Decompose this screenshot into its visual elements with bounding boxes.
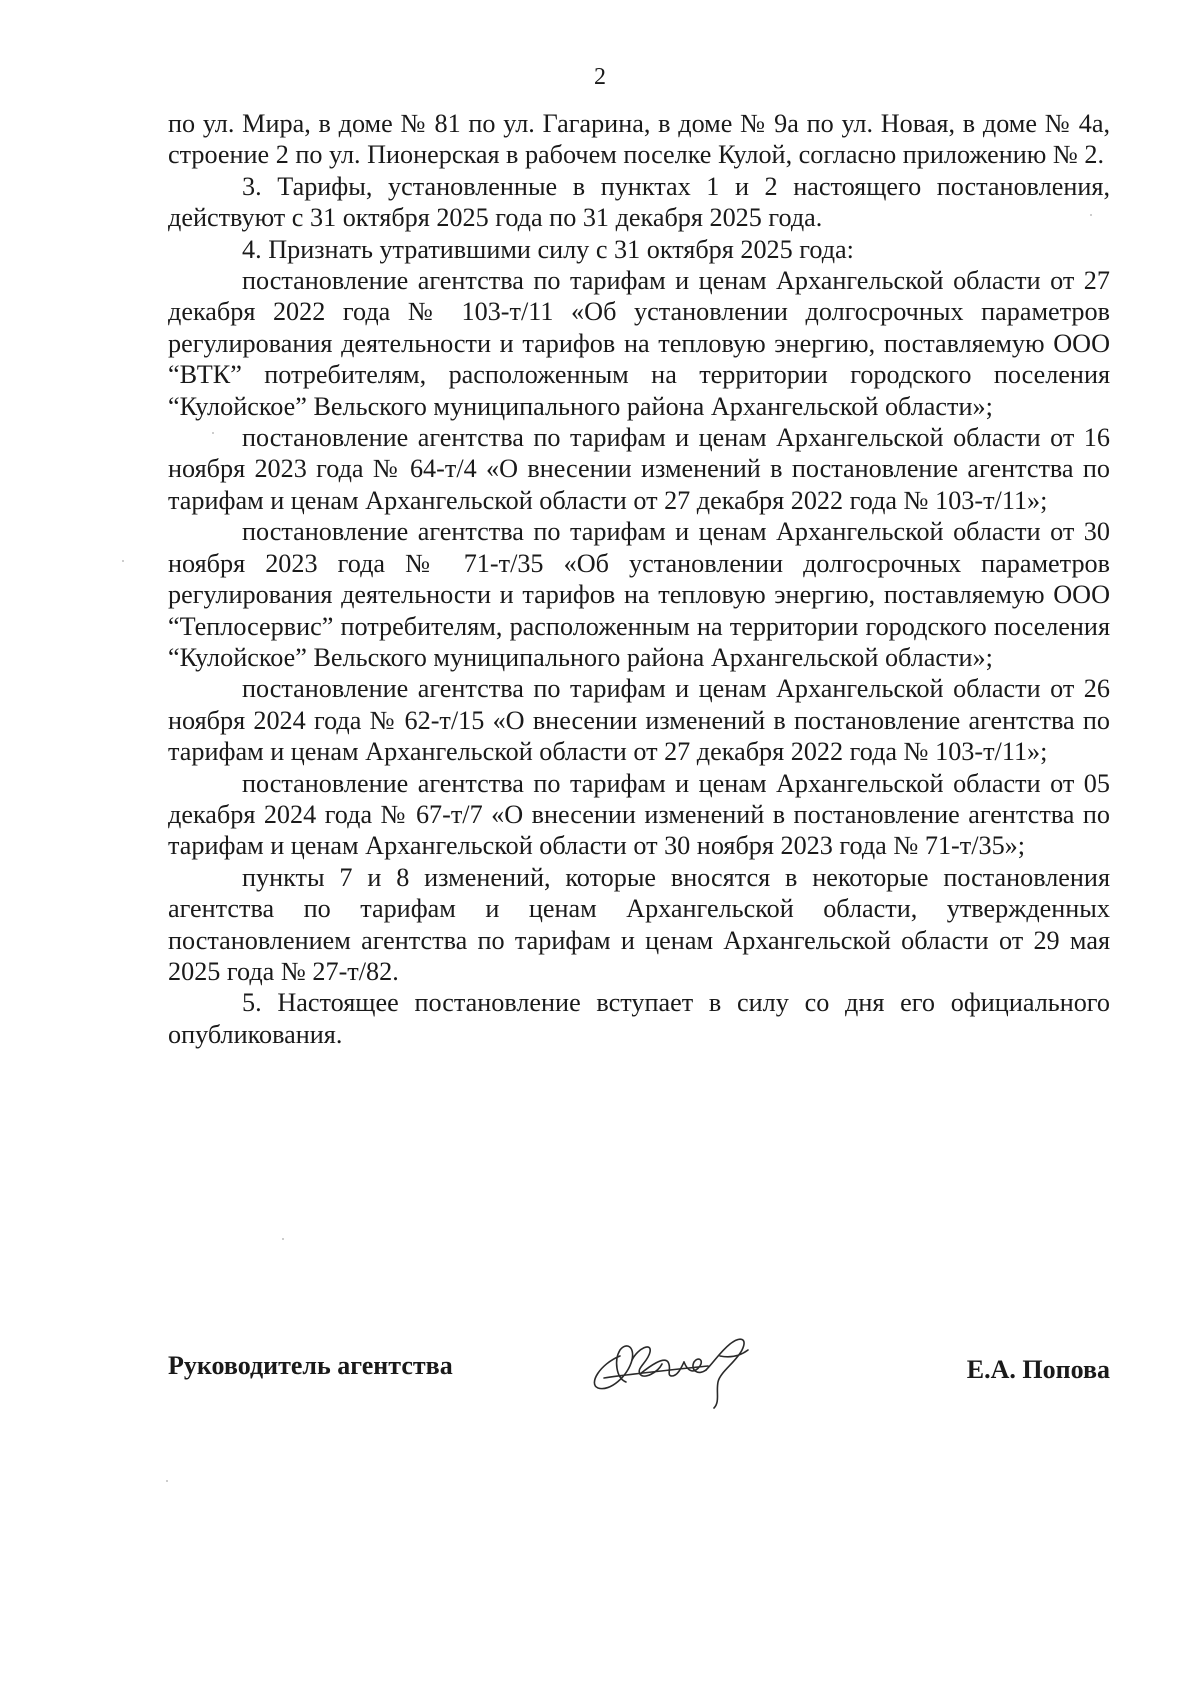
scan-speck bbox=[122, 560, 124, 562]
paragraph-continuation: по ул. Мира, в доме № 81 по ул. Гагарина, в доме № 9а по ул. Новая, в доме № 4а, строение 2 по ул. Пионерская в рабочем поселке Кулой, согласно приложению № 2. bbox=[168, 109, 1110, 170]
paragraph-item-4: 4. Признать утратившими силу с 31 октября 2025 года: bbox=[242, 234, 854, 264]
paragraph-repealed-act-5: постановление агентства по тарифам и ценам Архангельской области от 05 декабря 2024 года № 67-т/7 «О внесении изменений в постановление агентства по тарифам и ценам Архангельской области от 30 ноября 2023 года № 71-т/35»; bbox=[168, 768, 1110, 861]
signature-block bbox=[168, 1316, 1110, 1436]
handwritten-signature bbox=[580, 1316, 760, 1411]
paragraph-repealed-act-4: постановление агентства по тарифам и ценам Архангельской области от 26 ноября 2024 года № 62-т/15 «О внесении изменений в постановление агентства по тарифам и ценам Архангельской области от 27 декабря 2022 года № 103-т/11»; bbox=[168, 674, 1110, 767]
scan-speck bbox=[212, 432, 214, 434]
scan-speck bbox=[282, 1238, 284, 1240]
paragraph-repealed-act-2: постановление агентства по тарифам и ценам Архангельской области от 16 ноября 2023 года № 64-т/4 «О внесении изменений в постановление агентства по тарифам и ценам Архангельской области от 27 декабря 2022 года № 103-т/11»; bbox=[168, 423, 1110, 515]
scan-speck bbox=[1090, 214, 1092, 216]
page-number: 2 bbox=[594, 64, 606, 90]
paragraph-repealed-act-6: пункты 7 и 8 изменений, которые вносятся в некоторые постановления агентства по тарифам и ценам Архангельской области, утвержденных постановлением агентства по тарифам и ценам Архангельской области от 29 мая 2025 года № 27-т/82. bbox=[168, 862, 1110, 986]
signer-name: Е.А. Попова bbox=[966, 1355, 1110, 1384]
paragraph-item-5: 5. Настоящее постановление вступает в силу со дня его официального опубликования. bbox=[168, 988, 1110, 1049]
signer-title: Руководитель агентства bbox=[168, 1351, 453, 1380]
paragraph-item-3: 3. Тарифы, установленные в пунктах 1 и 2 настоящего постановления, действуют с 31 октября 2025 года по 31 декабря 2025 года. bbox=[168, 171, 1110, 233]
scan-speck bbox=[166, 1480, 168, 1482]
paragraph-repealed-act-3: постановление агентства по тарифам и ценам Архангельской области от 30 ноября 2023 года № 71-т/35 «Об установлении долгосрочных параметров регулирования деятельности и тарифов на тепловую энергию, поставляемую ООО “Теплосервис” потребителям, расположенным на территории городского поселения “Кулойское” Вельского муниципального района Архангельской области»; bbox=[168, 517, 1110, 672]
paragraph-repealed-act-1: постановление агентства по тарифам и ценам Архангельской области от 27 декабря 2022 года № 103-т/11 «Об установлении долгосрочных параметров регулирования деятельности и тарифов на тепловую энергию, поставляемую ООО “ВТК” потребителям, расположенным на территории городского поселения “Кулойское” Вельского муниципального района Архангельской области»; bbox=[168, 266, 1110, 421]
document-body bbox=[168, 108, 1110, 1050]
